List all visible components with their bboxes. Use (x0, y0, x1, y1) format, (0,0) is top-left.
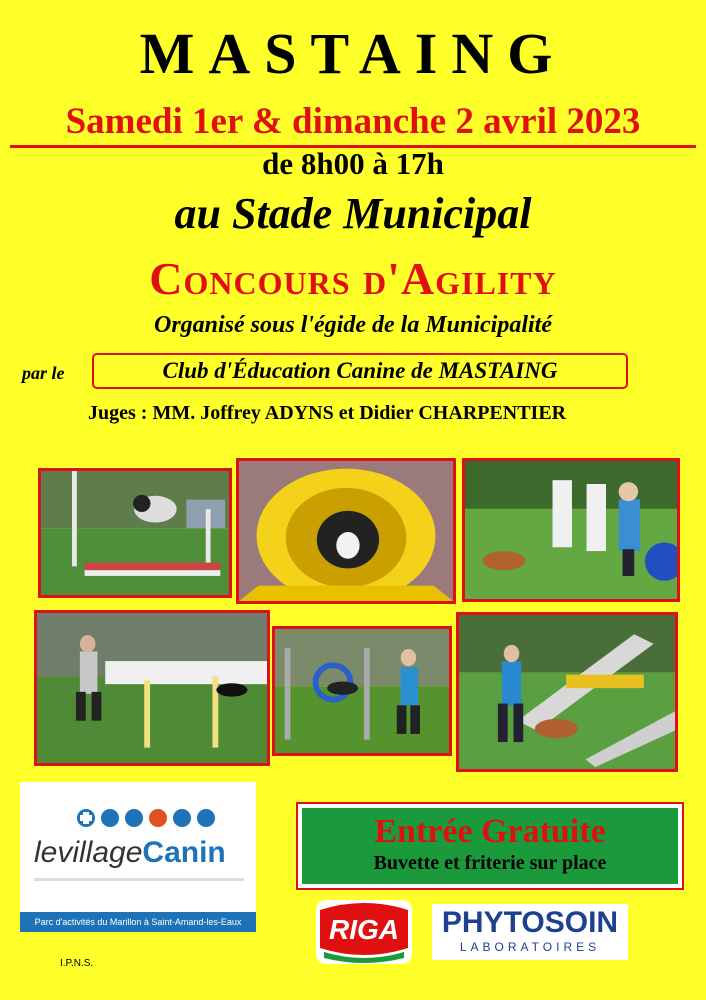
organizer-line: Organisé sous l'égide de la Municipalité (153, 312, 552, 338)
entry-box (296, 802, 684, 890)
event-name: Concours d'Agility (149, 253, 557, 304)
riga-logo (314, 898, 414, 966)
phytosoin-text: PHYTOSOIN (441, 906, 619, 939)
village-canin-logo (20, 782, 256, 932)
photo-dog-weave (462, 458, 680, 602)
ipns-mention: I.P.N.S. (60, 958, 94, 969)
brand-right: Canin (142, 836, 226, 869)
event-dates: Samedi 1er & dimanche 2 avril 2023 (65, 101, 641, 142)
entry-subtitle: Buvette et friterie sur place (373, 852, 607, 874)
photo-dog-tunnel (236, 458, 456, 604)
town-title: MASTAING (139, 21, 567, 86)
phytosoin-logo (432, 904, 628, 960)
club-name-box: Club d'Éducation Canine de MASTAING (92, 353, 628, 389)
riga-text: RIGA (329, 914, 399, 945)
par-le-label: par le (22, 363, 65, 383)
brand-left: levillage (34, 836, 143, 869)
judges-line: Juges : MM. Joffrey ADYNS et Didier CHARPENTIER (88, 402, 567, 424)
entry-title: Entrée Gratuite (374, 813, 606, 850)
photo-dog-dogwalk (456, 612, 678, 772)
photo-dog-jump (38, 468, 232, 598)
event-hours: de 8h00 à 17h (262, 146, 444, 181)
pet-service-icons (77, 809, 215, 827)
photo-handler-running (34, 610, 270, 766)
photo-dog-hoop (272, 626, 452, 756)
phytosoin-subtext: LABORATOIRES (459, 940, 601, 954)
village-tagline: Parc d'activités du Marillon à Saint-Amand-les-Eaux (20, 912, 256, 932)
event-venue: au Stade Municipal (174, 189, 532, 238)
